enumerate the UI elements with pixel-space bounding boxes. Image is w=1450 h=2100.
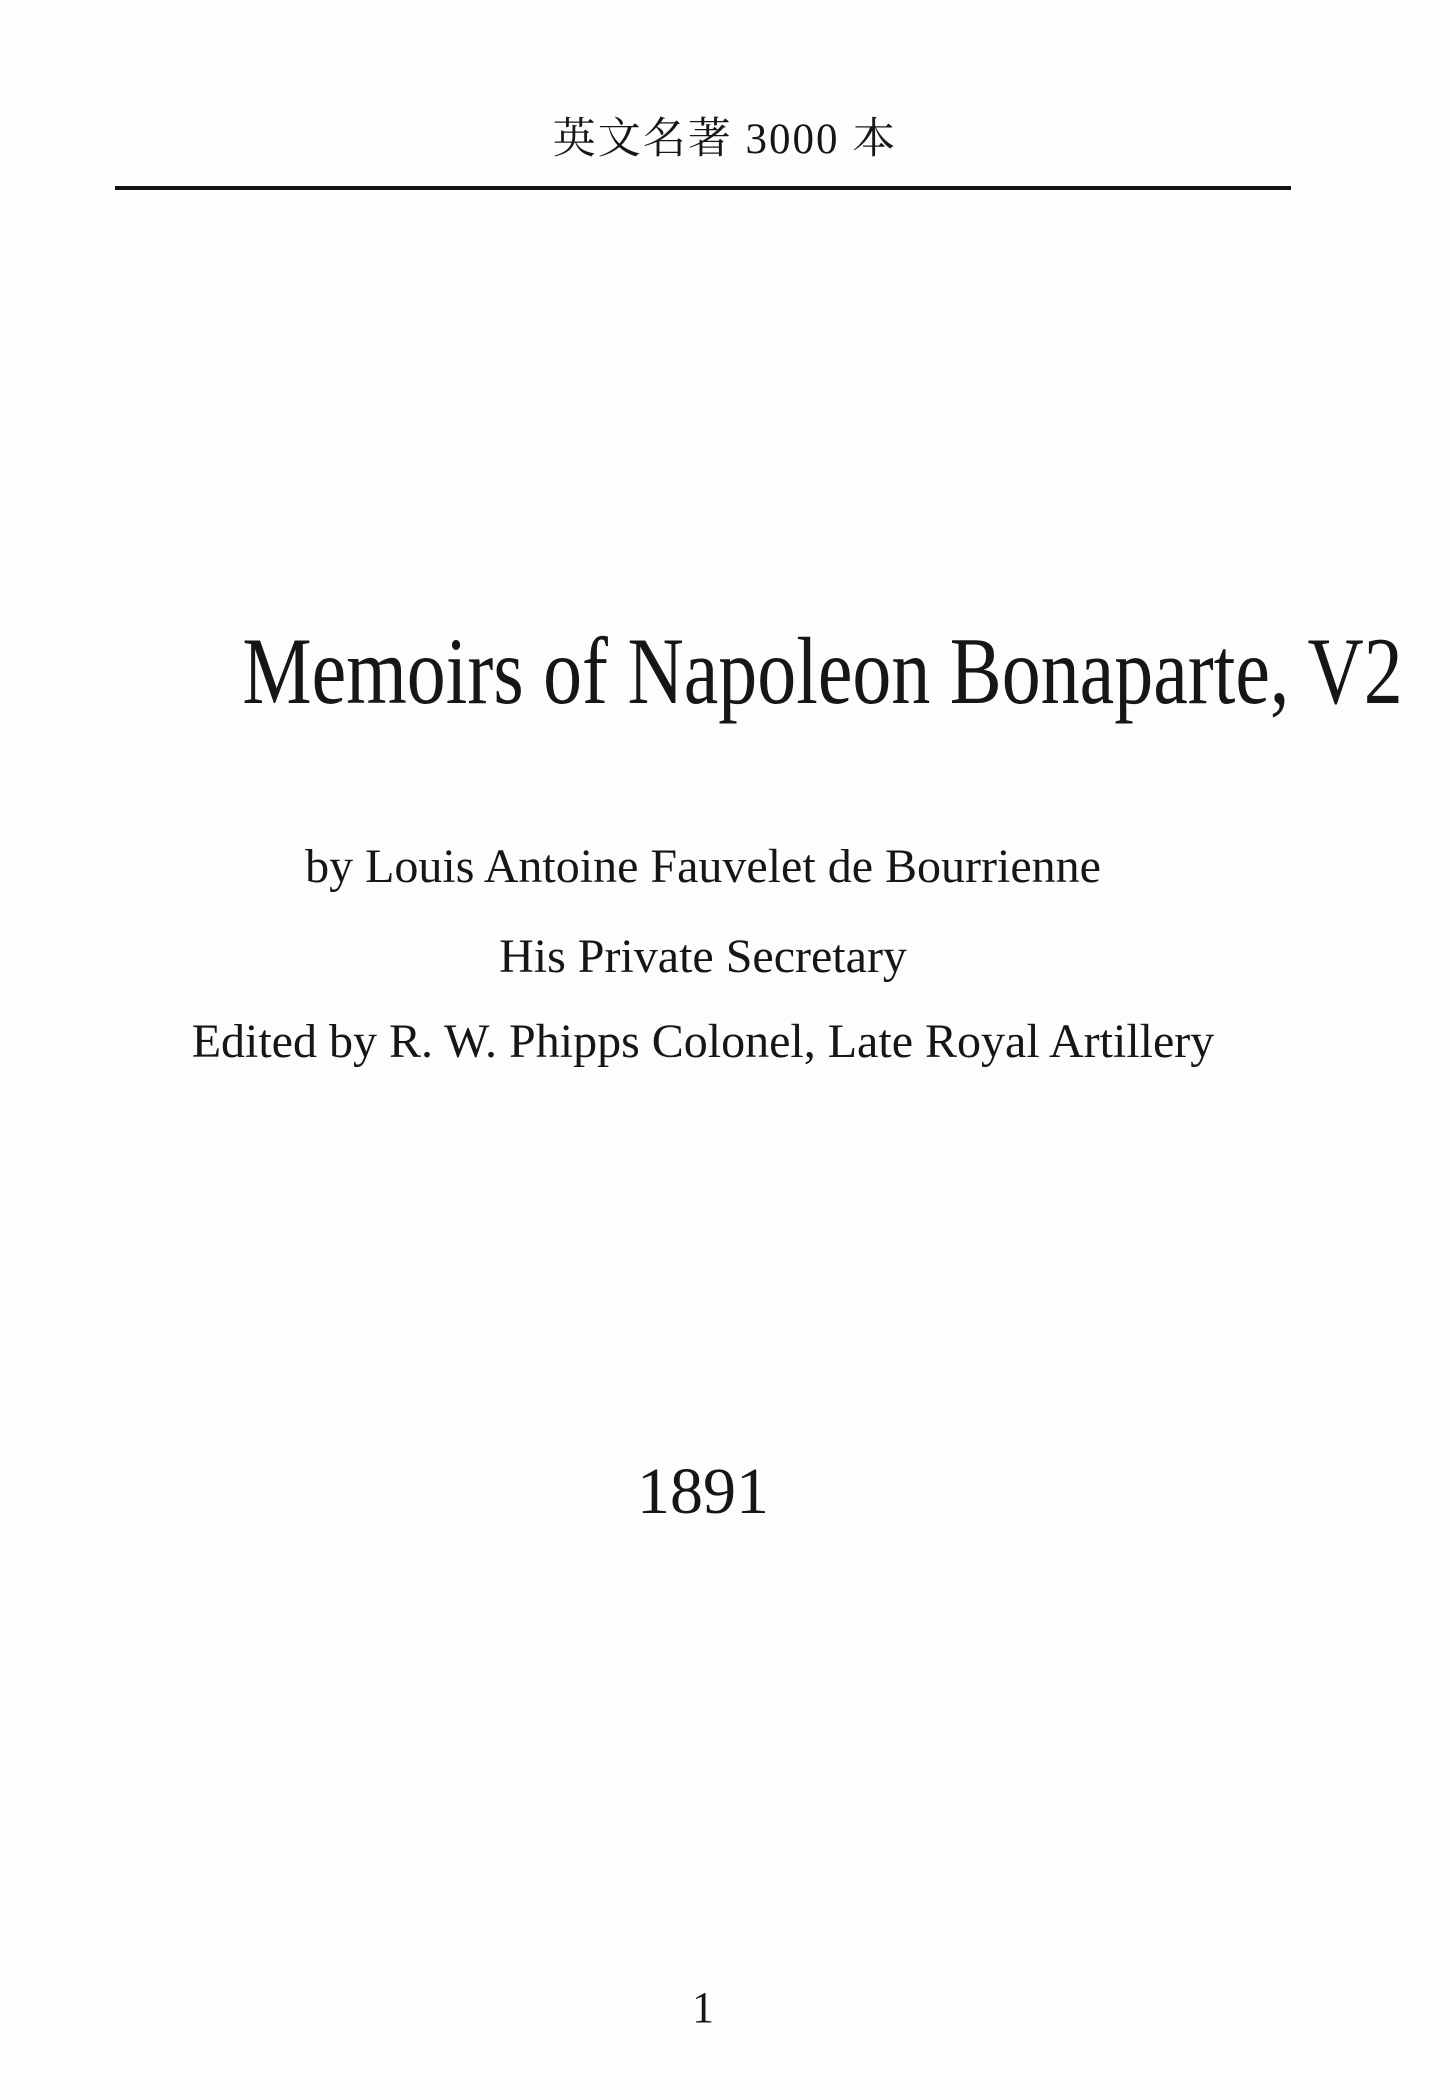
page-number: 1 [692,1983,714,2032]
publication-year: 1891 [637,1455,769,1528]
header-rule [115,186,1291,190]
series-header: 英文名著 3000 本 [552,116,898,163]
author-line: by Louis Antoine Fauvelet de Bourrienne [305,840,1101,893]
book-title-text: Memoirs of Napoleon Bonaparte, V2 [242,618,1403,724]
subtitle-line: His Private Secretary [499,930,907,983]
editor-line: Edited by R. W. Phipps Colonel, Late Royal Artillery [191,1015,1215,1068]
book-title [115,618,1403,724]
